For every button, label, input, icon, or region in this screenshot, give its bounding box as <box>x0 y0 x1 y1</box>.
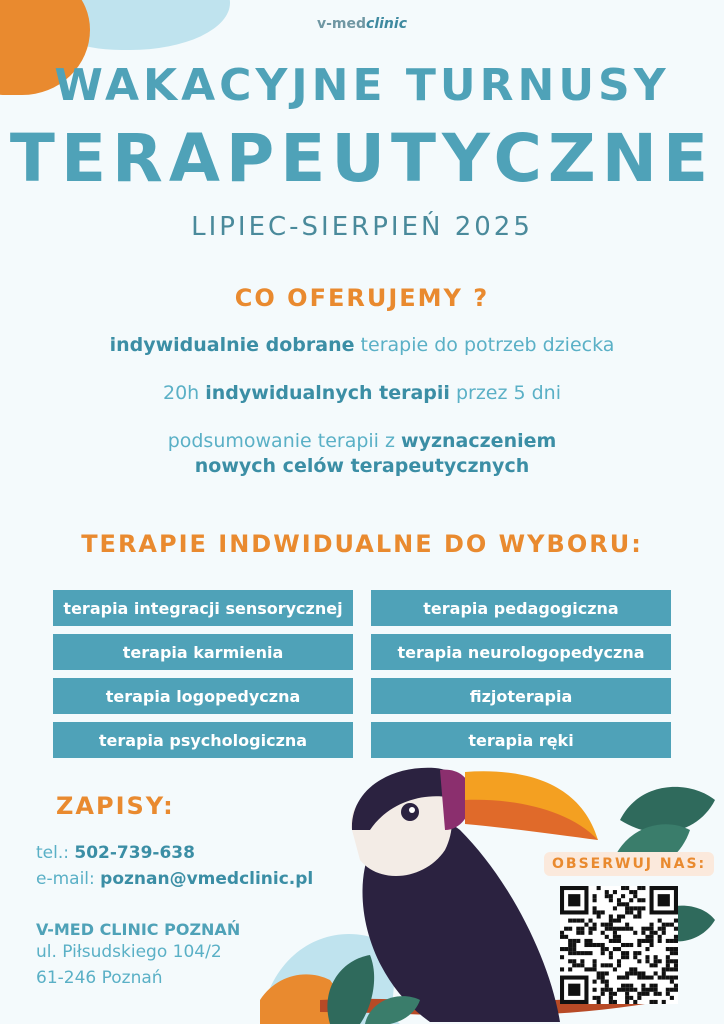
title-line-1: WAKACYJNE TURNUSY <box>54 60 670 111</box>
phone-link[interactable]: 502-739-638 <box>74 843 195 863</box>
clinic-name: V-MED CLINIC POZNAŃ <box>36 920 241 939</box>
toucan-eye-highlight <box>409 807 415 813</box>
therapy-item: terapia psychologiczna <box>53 722 353 758</box>
therapy-item: terapia ręki <box>371 722 671 758</box>
offer-heading: CO OFERUJEMY ? <box>234 284 490 312</box>
qr-code[interactable] <box>560 886 678 1004</box>
brand-logo: v-medclinic <box>316 16 407 32</box>
email-line: e-mail: poznan@vmedclinic.pl <box>36 869 314 889</box>
therapies-heading: TERAPIE INDWIDUALNE DO WYBORU: <box>81 530 643 558</box>
therapy-item: terapia neurologopedyczna <box>371 634 671 670</box>
phone-line: tel.: 502-739-638 <box>36 843 195 863</box>
signup-heading: ZAPISY: <box>56 792 175 820</box>
email-link[interactable]: poznan@vmedclinic.pl <box>100 869 314 889</box>
title-dates: LIPIEC-SIERPIEŃ 2025 <box>191 212 533 242</box>
offer-item-2: 20h indywidualnych terapii przez 5 dni <box>162 382 562 404</box>
therapy-item: terapia pedagogiczna <box>371 590 671 626</box>
therapy-item: fizjoterapia <box>371 678 671 714</box>
qr-code-graphic <box>560 886 678 1004</box>
therapy-item: terapia karmienia <box>53 634 353 670</box>
therapy-item: terapia integracji sensorycznej <box>53 590 353 626</box>
therapy-item: terapia logopedyczna <box>53 678 353 714</box>
clinic-street: ul. Piłsudskiego 104/2 <box>36 942 222 962</box>
clinic-city: 61-246 Poznań <box>36 968 163 988</box>
offer-item-1: indywidualnie dobrane terapie do potrzeb dziecka <box>109 334 615 356</box>
follow-us-label: OBSERWUJ NAS: <box>544 852 714 876</box>
title-line-2: TERAPEUTYCZNE <box>9 120 715 197</box>
offer-item-3: podsumowanie terapii z wyznaczeniem nowych celów terapeutycznych <box>167 430 557 477</box>
